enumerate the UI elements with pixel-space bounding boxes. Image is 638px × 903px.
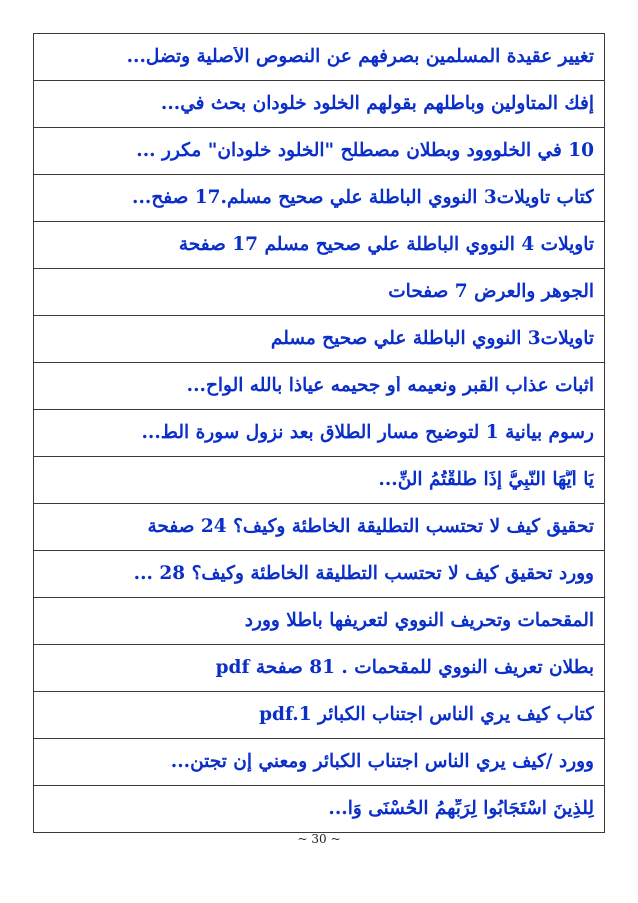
toc-cell [34,504,605,551]
toc-cell [34,786,605,833]
toc-cell [34,175,605,222]
toc-link[interactable]: رسوم بيانية 1 لتوضيح مسار الطلاق بعد نزول سورة الط... [141,422,594,443]
toc-cell [34,645,605,692]
toc-row [34,128,605,175]
toc-link[interactable]: لِلَّذِينَ اسْتَجَابُوا لِرَبِّهِمُ الْحُسْنَى وَا... [328,798,594,819]
toc-row [34,739,605,786]
toc-row [34,504,605,551]
toc-row [34,222,605,269]
toc-link[interactable]: كتاب كيف يري الناس اجتناب الكبائر pdf.1 [259,704,594,725]
toc-link[interactable]: تاويلات3 النووي الباطلة علي صحيح مسلم [270,328,594,349]
toc-row [34,269,605,316]
toc-row [34,645,605,692]
toc-link[interactable]: إفك المتأولين وباطلهم بقولهم الخلود خلودان بحث في... [160,93,594,114]
toc-cell [34,363,605,410]
toc-link[interactable]: تغيير عقيدة المسلمين بصرفهم عن النصوص الأصلية وتضل... [126,46,594,67]
toc-link[interactable]: وورد تحقيق كيف لا تحتسب التطليقة الخاطئة وكيف؟ 28 ... [133,563,594,584]
toc-link[interactable]: المقحمات وتحريف النووي لتعريفها باطلا وورد [244,610,594,631]
toc-row [34,363,605,410]
toc-link[interactable]: تاويلات 4 النووي الباطلة علي صحيح مسلم 17 صفحة [178,234,594,255]
toc-link[interactable]: اثبات عذاب القبر ونعيمه أو جحيمه عياذا بالله الواح... [186,375,594,396]
toc-row [34,786,605,833]
toc-link[interactable]: كتاب تاويلات3 النووي الباطلة علي صحيح مسلم.17 صفح... [132,187,594,208]
toc-cell [34,128,605,175]
toc-cell [34,692,605,739]
toc-table [33,33,605,833]
toc-cell [34,269,605,316]
toc-cell [34,34,605,81]
toc-row [34,692,605,739]
toc-cell [34,598,605,645]
toc-cell [34,410,605,457]
toc-cell [34,739,605,786]
toc-cell [34,551,605,598]
toc-cell [34,81,605,128]
toc-cell [34,316,605,363]
toc-link[interactable]: 10 في الخلووود وبطلان مصطلح "الخلود خلودان" مكرر ... [136,140,594,161]
toc-row [34,34,605,81]
toc-cell [34,222,605,269]
toc-row [34,81,605,128]
toc-row [34,457,605,504]
toc-cell [34,457,605,504]
toc-link[interactable]: الجوهر والعرض 7 صفحات [388,281,594,302]
toc-link[interactable]: بطلان تعريف النووي للمقحمات . 81 صفحة pdf [215,657,594,678]
toc-link[interactable]: وورد /كيف يري الناس اجتناب الكبائر ومعني إن تجتن... [170,751,594,772]
toc-row [34,551,605,598]
toc-row [34,598,605,645]
page-number: ~ 30 ~ [297,832,341,846]
toc-row [34,175,605,222]
toc-row [34,410,605,457]
toc-link[interactable]: يَا أَيُّهَا النَّبِيُّ إِذَا طَلَّقْتُمُ النِّ... [378,469,594,490]
toc-link[interactable]: تحقيق كيف لا تحتسب التطليقة الخاطئة وكيف؟ 24 صفحة [147,516,594,537]
toc-row [34,316,605,363]
